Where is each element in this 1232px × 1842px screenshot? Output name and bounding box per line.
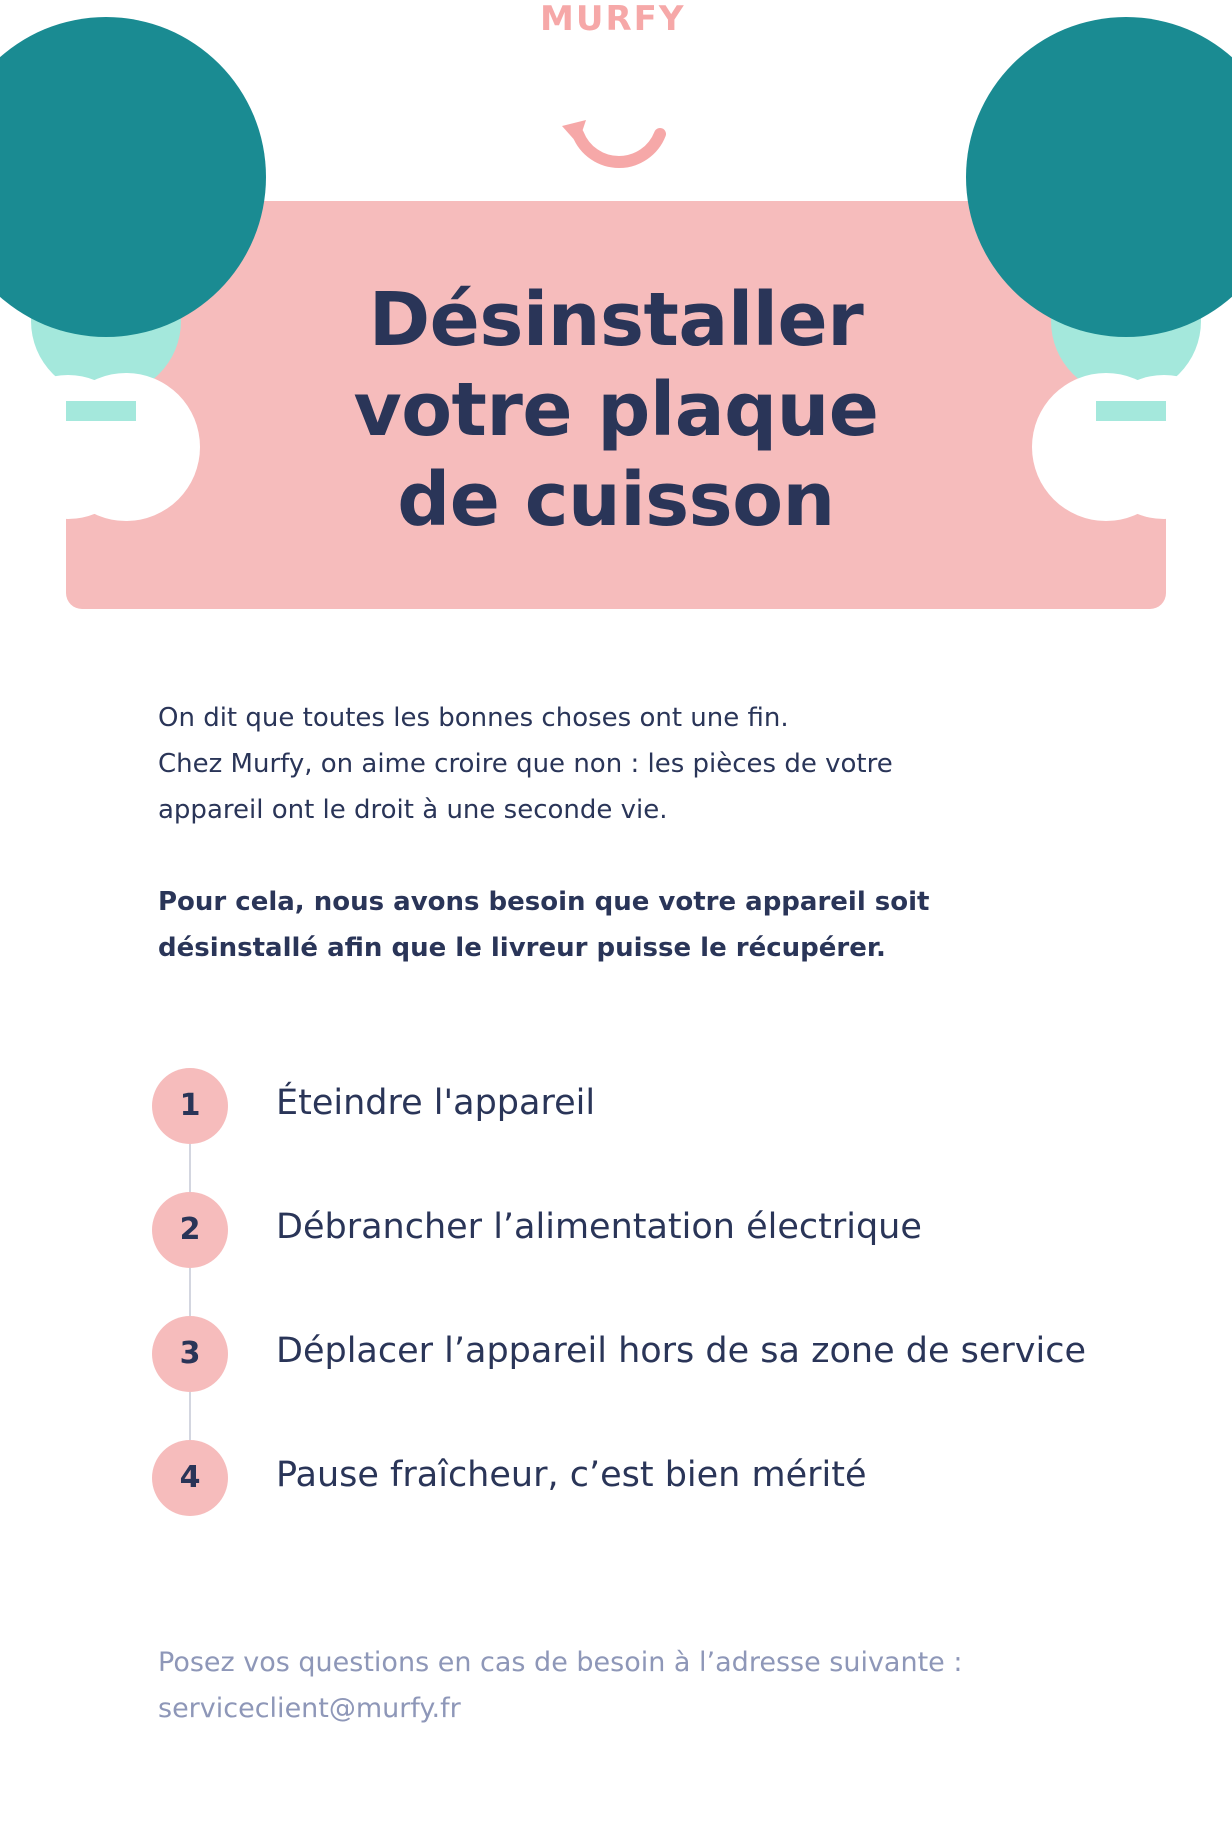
- step-label: Éteindre l'appareil: [276, 1083, 596, 1123]
- step-item: [152, 1440, 1132, 1516]
- step-item: [152, 1068, 1132, 1144]
- step-connector: [189, 1144, 191, 1192]
- murfy-logo: [540, 0, 692, 182]
- intro-line-2: Chez Murfy, on aime croire que non : les pièces de votre: [158, 749, 893, 779]
- page-title: [66, 275, 1166, 545]
- step-number-badge: 1: [152, 1068, 228, 1144]
- logo-text: MURFY: [540, 0, 686, 39]
- step-connector: [189, 1392, 191, 1440]
- intro-bold-line-2: désinstallé afin que le livreur puisse le récupérer.: [158, 933, 886, 963]
- title-line-1: Désinstaller: [368, 277, 864, 363]
- title-line-2: votre plaque: [353, 367, 879, 453]
- intro-section: [158, 695, 1078, 971]
- step-item: [152, 1316, 1132, 1392]
- step-number-badge: 2: [152, 1192, 228, 1268]
- step-number-badge: 3: [152, 1316, 228, 1392]
- intro-line-3: appareil ont le droit à une seconde vie.: [158, 795, 668, 825]
- title-line-3: de cuisson: [397, 457, 835, 543]
- intro-line-1: On dit que toutes les bonnes choses ont une fin.: [158, 703, 789, 733]
- footer-contact: [158, 1640, 1118, 1732]
- step-connector: [189, 1268, 191, 1316]
- step-number-badge: 4: [152, 1440, 228, 1516]
- intro-bold-line-1: Pour cela, nous avons besoin que votre appareil soit: [158, 887, 930, 917]
- support-email-link[interactable]: serviceclient@murfy.fr: [158, 1693, 461, 1724]
- footer-text: Posez vos questions en cas de besoin à l’adresse suivante :: [158, 1647, 963, 1678]
- step-label: Débrancher l’alimentation électrique: [276, 1207, 922, 1247]
- step-label: Pause fraîcheur, c’est bien mérité: [276, 1455, 867, 1495]
- step-label: Déplacer l’appareil hors de sa zone de service: [276, 1331, 1086, 1371]
- step-item: [152, 1192, 1132, 1268]
- hero-banner: [66, 201, 1166, 609]
